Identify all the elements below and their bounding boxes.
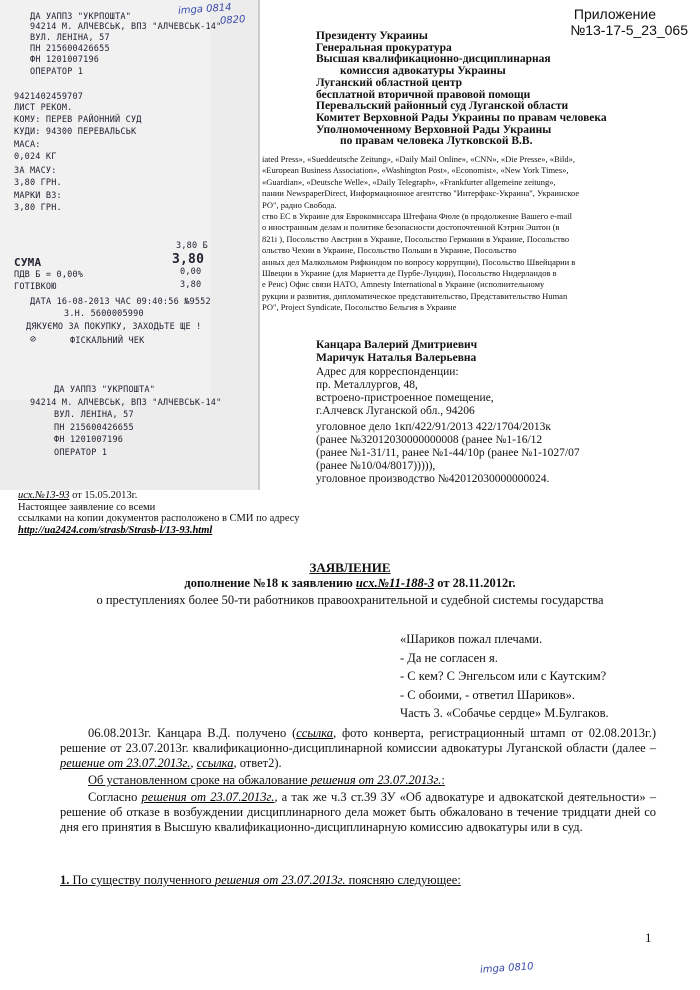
address-line: встроено-пристроенное помещение, bbox=[316, 392, 494, 404]
receipt-suma-label: СУМА bbox=[14, 256, 42, 269]
media-line: «Guardian», «Deutsche Welle», «Daily Telegraph», «Frankfurter allgemeine zeitung», bbox=[262, 176, 556, 187]
case-line: (ранее №32012030000000008 (ранее №1-16/12 bbox=[316, 434, 543, 446]
receipt-fiscal: ФІСКАЛЬНИЙ ЧЕК bbox=[70, 336, 145, 346]
para1-link-3[interactable]: ссылка bbox=[196, 756, 234, 770]
receipt-pdv: ПДВ Б = 0,00% bbox=[14, 270, 84, 280]
para2-link[interactable]: решения от 23.07.2013г. bbox=[141, 790, 275, 804]
receipt-line: ВУЛ. ЛЕНІНА, 57 bbox=[30, 33, 110, 43]
ref-date: от 15.05.2013г. bbox=[69, 490, 138, 501]
appendix-code: №13-17-5_23_065 bbox=[570, 22, 688, 38]
receipt-line: КОМУ: ПЕРЕВ РАЙОННИЙ СУД bbox=[14, 115, 142, 125]
receipt-line: МАСА: bbox=[14, 140, 41, 150]
sender-2: Маричук Наталья Валерьевна bbox=[316, 352, 477, 364]
addressee-line: комиссия адвокатуры Украины bbox=[340, 65, 506, 78]
receipt-line: 3,80 ГРН. bbox=[14, 178, 62, 188]
media-line: iated Press», «Sueddeutsche Zeitung», «Daily Mail Online», «CNN», «Die Presse», «Bild», bbox=[262, 154, 576, 164]
receipt-line: 0,024 КГ bbox=[14, 152, 57, 162]
receipt-logo-icon: ⊘ bbox=[30, 334, 37, 345]
media-line: 821i ), Посольство Австрии в Украине, Посольство Германии в Украине, Посольство bbox=[262, 233, 570, 244]
heading2-link[interactable]: решения от 23.07.2013г. bbox=[310, 773, 442, 787]
media-line: пании NewspaperDirect, Информационное агентство "Интерфакс-Украина", Украинское bbox=[262, 188, 580, 199]
receipt-line: ЛИСТ РЕКОМ. bbox=[14, 103, 73, 113]
receipt-line: 3,80 ГРН. bbox=[14, 203, 62, 213]
point-1: 1. По существу полученного решения от 23.07.2013г. поясняю следующее: bbox=[60, 873, 461, 887]
media-line: рукции и развития, дипломатическое представительство, Представительство Human bbox=[262, 290, 568, 301]
ref-line2: Настоящее заявление со всеми bbox=[18, 501, 156, 513]
subtitle-link[interactable]: исх.№11-188-3 bbox=[355, 576, 435, 590]
receipt-thanks: ДЯКУЄМО ЗА ПОКУПКУ, ЗАХОДЬТЕ ЩЕ ! bbox=[26, 322, 202, 332]
receipt-stamp-line: ФН 1201007196 bbox=[54, 435, 124, 445]
receipt-line: МАРКИ ВЗ: bbox=[14, 191, 62, 201]
media-line: ольство Чехии в Украине, Посольство Польши в Украине, Посольство bbox=[262, 245, 517, 256]
handwritten-top: imga 0814 bbox=[177, 2, 232, 17]
handwritten-top2: 0820 bbox=[219, 14, 246, 27]
ref-line3: ссылками на копии документов расположено в СМИ по адресу bbox=[18, 513, 300, 524]
address-line: Адрес для корреспонденции: bbox=[316, 366, 459, 378]
doc-subtitle2: о преступлениях более 50-ти работников правоохранительной и судебной системы государства bbox=[96, 593, 604, 607]
case-block bbox=[316, 421, 580, 486]
addressee-line: Высшая квалификационно-дисциплинарная bbox=[316, 53, 551, 66]
receipt-cash-value: 3,80 bbox=[180, 280, 202, 290]
receipt-line: ДА УАППЗ "УКРПОШТА" bbox=[30, 12, 132, 22]
point1-link[interactable]: решения от 23.07.2013г. bbox=[214, 873, 346, 887]
epigraph-line: - С кем? С Энгельсом или с Каутским? bbox=[400, 669, 607, 683]
receipt-stamp-line: ОПЕРАТОР 1 bbox=[54, 447, 108, 458]
epigraph-line: - С обоими, - ответил Шариков». bbox=[400, 687, 575, 702]
addressee-line: по правам человека Лутковской В.В. bbox=[340, 135, 533, 148]
media-line: «European Business Association», «Washington Post», «Economist», «New York Times», bbox=[262, 165, 569, 176]
case-line: уголовное производство №42012030000000024. bbox=[316, 473, 550, 485]
epigraph-line: - Да не согласен я. bbox=[400, 650, 498, 665]
receipt-zn: З.Н. 5600005990 bbox=[64, 309, 144, 319]
epigraph-line: Часть 3. «Собачье сердце» М.Булгаков. bbox=[400, 706, 609, 720]
ref-url-link[interactable]: http://ua2424.com/strasb/Strasb-l/13-93.html bbox=[18, 524, 213, 536]
doc-subtitle: дополнение №18 к заявлению исх.№11-188-3 от 28.11.2012г. bbox=[184, 576, 516, 590]
receipt-stamp-line: ДА УАППЗ "УКРПОШТА" bbox=[54, 385, 156, 395]
paragraph-2: Согласно решения от 23.07.2013г., а так же ч.3 ст.39 ЗУ «Об адвокатуре и адвокатской деятельности» – решение об отказе в возбуждении дисциплинарного дела может быть обжаловано в течение тридцати дней со дня его принятия в Высшую квалификационно-дисциплинарную комиссию адвокатуры или в суд. bbox=[60, 790, 657, 834]
sender-1: Канцара Валерий Дмитриевич bbox=[316, 339, 478, 351]
ref-block bbox=[18, 490, 300, 536]
addressee-line: Комитет Верховной Рады Украины по правам человека bbox=[316, 111, 607, 124]
receipt-line: ФН 1201007196 bbox=[30, 55, 100, 65]
media-line: ство ЕС в Украине для Еврокомиссара Штефана Фюле (в продолжение Вашего e-mail bbox=[262, 211, 572, 221]
paragraph-1: 06.08.2013г. Канцара В.Д. получено (ссылка, фото конверта, регистрационный штамп от 02.08.2013г.) решение от 23.07.2013г. квалификационно-дисциплинарной комиссии адвокатуры Луганской области (далее – решение от 23.07.2013г., ссылка, ответ2). bbox=[60, 726, 656, 770]
receipt-cash-label: ГОТІВКОЮ bbox=[14, 282, 57, 292]
receipt-stamp-line: ПН 215600426655 bbox=[54, 422, 134, 433]
receipt-date-line: ДАТА 16-08-2013 ЧАС 09:40:56 №9552 bbox=[30, 297, 211, 307]
page-number: 1 bbox=[645, 930, 652, 945]
media-line: о иностранным делам и политике безопасности достопочтенной Кэтрин Эштон (в bbox=[262, 222, 560, 233]
addressee-line: Перевальский районный суд Луганской области bbox=[316, 100, 569, 113]
addressee-line: Президенту Украины bbox=[316, 30, 428, 42]
media-line: РО", Project Syndicate, Посольство Бельгия в Украине bbox=[262, 302, 457, 313]
epigraph-line: «Шариков пожал плечами. bbox=[400, 632, 543, 646]
receipt-line: ЗА МАСУ: bbox=[14, 166, 57, 176]
media-line: е Ренс) Офис связи НАТО, Amnesty International в Украине (исполнительному bbox=[262, 279, 545, 290]
doc-title: ЗАЯВЛЕНИЕ bbox=[309, 560, 391, 575]
para1-link-2[interactable]: решение от 23.07.2013г. bbox=[60, 756, 191, 770]
address-line: г.Алчевск Луганской обл., 94206 bbox=[316, 405, 475, 417]
address-block bbox=[316, 366, 494, 418]
epigraph bbox=[400, 630, 609, 723]
para1-link-1[interactable]: ссылка bbox=[296, 726, 334, 740]
media-line: РО", радио Свобода. bbox=[262, 199, 337, 210]
case-line: (ранее №10/04/8017))))), bbox=[316, 460, 436, 472]
receipt-line: ОПЕРАТОР 1 bbox=[30, 67, 84, 77]
media-line: анных дел Малкольмом Рифкиндом по вопросу коррупции), Посольство Швейцарии в bbox=[262, 256, 576, 267]
receipt-amount-b: 3,80 Б bbox=[176, 241, 208, 251]
addressee-line: Уполномоченному Верховной Рады Украины bbox=[316, 123, 552, 136]
case-line: уголовное дело 1кп/422/91/2013 422/1704/2013к bbox=[316, 421, 551, 433]
address-line: пр. Металлургов, 48, bbox=[316, 379, 418, 391]
receipt-pdv-value: 0,00 bbox=[180, 267, 202, 277]
receipt-line: ПН 215600426655 bbox=[30, 44, 110, 54]
receipt-line: 9421402459707 bbox=[14, 92, 84, 102]
receipt-suma-value: 3,80 bbox=[172, 252, 205, 267]
receipt-line: КУДИ: 94300 ПЕРЕВАЛЬСЬК bbox=[14, 127, 137, 137]
appendix-label: Приложение bbox=[573, 6, 656, 22]
receipt-scan bbox=[0, 0, 260, 490]
ref-num-link[interactable]: исх.№13-93 bbox=[18, 490, 70, 501]
receipt-line: 94214 М. АЛЧЕВСЬК, ВПЗ "АЛЧЕВСЬК-14" bbox=[30, 22, 222, 32]
receipt-stamp-line: ВУЛ. ЛЕНІНА, 57 bbox=[54, 410, 134, 420]
receipt-stamp-line: 94214 М. АЛЧЕВСЬК, ВПЗ "АЛЧЕВСЬК-14" bbox=[30, 397, 222, 408]
case-line: (ранее №1-31/11, ранее №1-44/10р (ранее №1-1027/07 bbox=[316, 447, 580, 459]
addressee-line: Генеральная прокуратура bbox=[316, 41, 452, 54]
addressee-line: Луганский областной центр bbox=[316, 76, 463, 89]
addressee-line: бесплатной вторичной правовой помощи bbox=[316, 88, 531, 101]
heading-appeal-term: Об установленном сроке на обжалование решения от 23.07.2013г.: bbox=[88, 773, 445, 787]
handwritten-bottom: imga 0810 bbox=[479, 961, 534, 976]
media-line: Швеции в Украине (для Мариетта де Пурбе-Лундин), Посольство Нидерландов в bbox=[262, 268, 557, 278]
